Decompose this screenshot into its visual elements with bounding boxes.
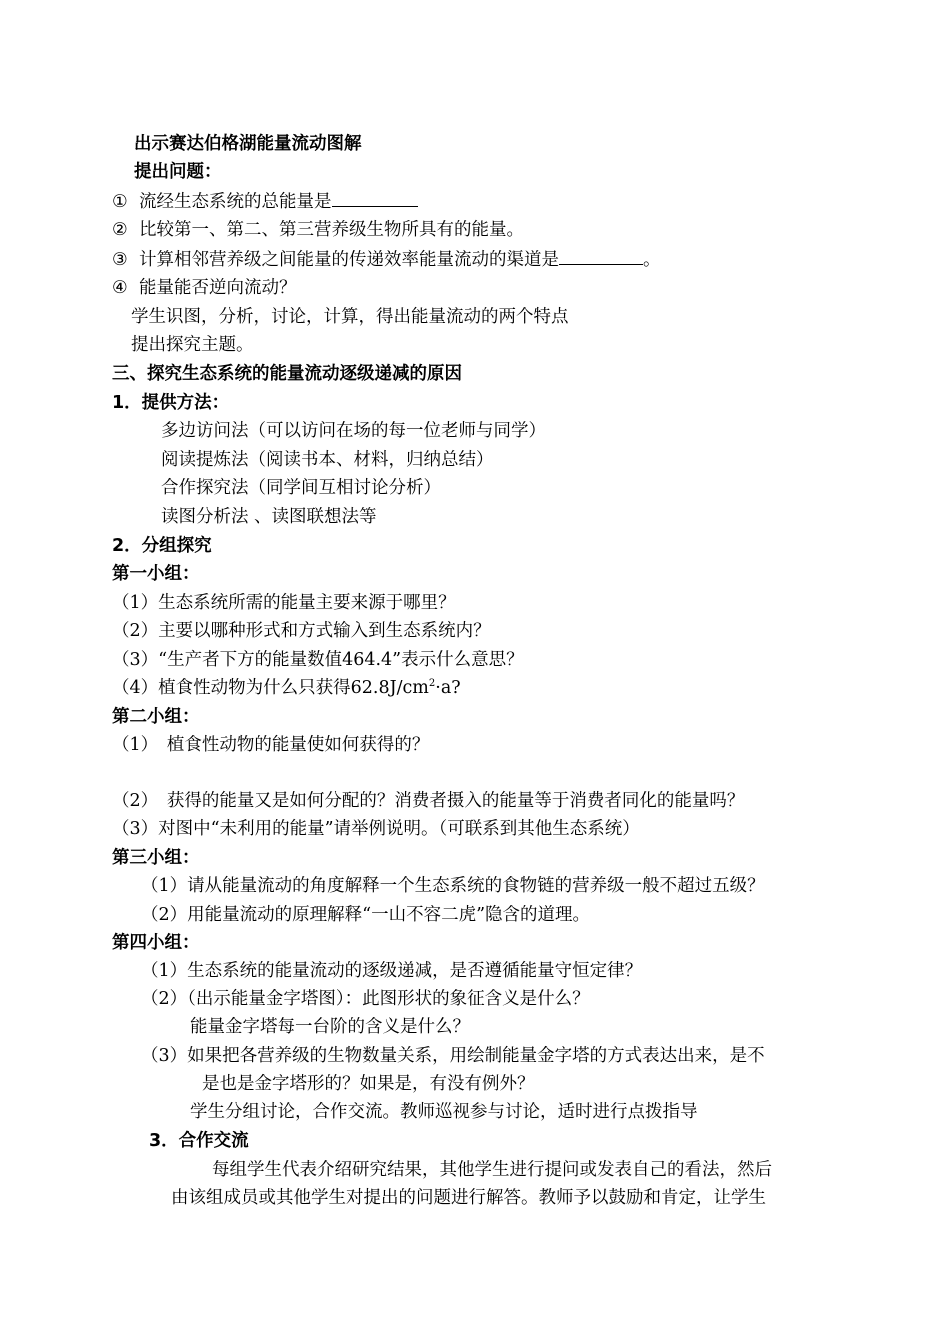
group-3-item: （1）请从能量流动的角度解释一个生态系统的食物链的营养级一般不超过五级？ [141, 876, 765, 896]
method-item: 阅读提炼法（阅读书本、材料，归纳总结） [161, 450, 494, 470]
group-4-item: （2）（出示能量金字塔图）：此图形状的象征含义是什么？ [141, 989, 590, 1009]
question-1 [112, 190, 418, 213]
question-2-mark: ② [112, 220, 128, 240]
exchange-paragraph-line: 每组学生代表介绍研究结果，其他学生进行提问或发表自己的看法，然后 [212, 1160, 772, 1180]
question-3-after: 。 [643, 250, 661, 270]
question-4-mark: ④ [112, 278, 128, 298]
question-4-text: 能量能否逆向流动？ [139, 278, 297, 298]
group-2-item: （1） 植食性动物的能量使如何获得的？ [112, 735, 430, 755]
question-2 [112, 219, 524, 241]
group-1-item: （3）“生产者下方的能量数值464.4”表示什么意思？ [112, 650, 524, 670]
group-4-item: 学生分组讨论，合作交流。教师巡视参与讨论，适时进行点拨指导 [190, 1102, 698, 1122]
group-1-item-4 [112, 677, 461, 699]
group-4-item: （3）如果把各营养级的生物数量关系，用绘制能量金字塔的方式表达出来，是不 [141, 1046, 765, 1066]
method-item: 合作探究法（同学间互相讨论分析） [161, 478, 441, 498]
superscript: 2 [428, 678, 436, 690]
question-3-mark: ③ [112, 250, 128, 270]
group-4-item: （1）生态系统的能量流动的逐级递减，是否遵循能量守恒定律？ [141, 961, 643, 981]
answer-blank-1 [332, 190, 418, 207]
question-3 [112, 248, 661, 271]
group-1-item: （1）生态系统所需的能量主要来源于哪里？ [112, 593, 456, 613]
group-4-title: 第四小组： [112, 933, 200, 953]
group-1-item-4-text: （4）植食性动物为什么只获得62.8J/cm [112, 678, 429, 698]
group-3-item: （2）用能量流动的原理解释“一山不容二虎”隐含的道理。 [141, 905, 591, 925]
heading-ask-questions: 提出问题： [134, 162, 222, 182]
exchange-paragraph-line: 由该组成员或其他学生对提出的问题进行解答。教师予以鼓励和肯定，让学生 [171, 1188, 766, 1208]
group-2-item: （2） 获得的能量又是如何分配的？消费者摄入的能量等于消费者同化的能量吗？ [112, 791, 745, 811]
group-3-title: 第三小组： [112, 848, 200, 868]
group-2-item: （3）对图中“未利用的能量”请举例说明。（可联系到其他生态系统） [112, 819, 640, 839]
question-4 [112, 277, 297, 299]
section-3-title: 三、探究生态系统的能量流动逐级递减的原因 [112, 364, 462, 384]
method-item: 读图分析法 、读图联想法等 [161, 507, 377, 527]
answer-blank-3 [559, 248, 643, 265]
question-1-text: 流经生态系统的总能量是 [139, 192, 332, 212]
group-1-title: 第一小组： [112, 564, 200, 584]
question-3-text: 计算相邻营养级之间能量的传递效率能量流动的渠道是 [139, 250, 559, 270]
methods-title: 1．提供方法： [112, 393, 230, 413]
analysis-line: 学生识图，分析，讨论，计算，得出能量流动的两个特点 [131, 307, 569, 327]
group-4-item: 能量金字塔每一台阶的含义是什么？ [190, 1017, 470, 1037]
group-4-item: 是也是金字塔形的？如果是，有没有例外？ [202, 1074, 535, 1094]
group-1-item-4-tail: ·a? [435, 678, 461, 698]
group-2-title: 第二小组： [112, 707, 200, 727]
method-item: 多边访问法（可以访问在场的每一位老师与同学） [161, 421, 546, 441]
heading-show-diagram: 出示赛达伯格湖能量流动图解 [134, 134, 362, 154]
question-2-text: 比较第一、第二、第三营养级生物所具有的能量。 [139, 220, 524, 240]
group-1-item: （2）主要以哪种形式和方式输入到生态系统内？ [112, 621, 491, 641]
question-1-mark: ① [112, 192, 128, 212]
topic-line: 提出探究主题。 [131, 335, 254, 355]
group-inquiry-title: 2．分组探究 [112, 536, 212, 556]
exchange-title: 3．合作交流 [149, 1131, 249, 1151]
